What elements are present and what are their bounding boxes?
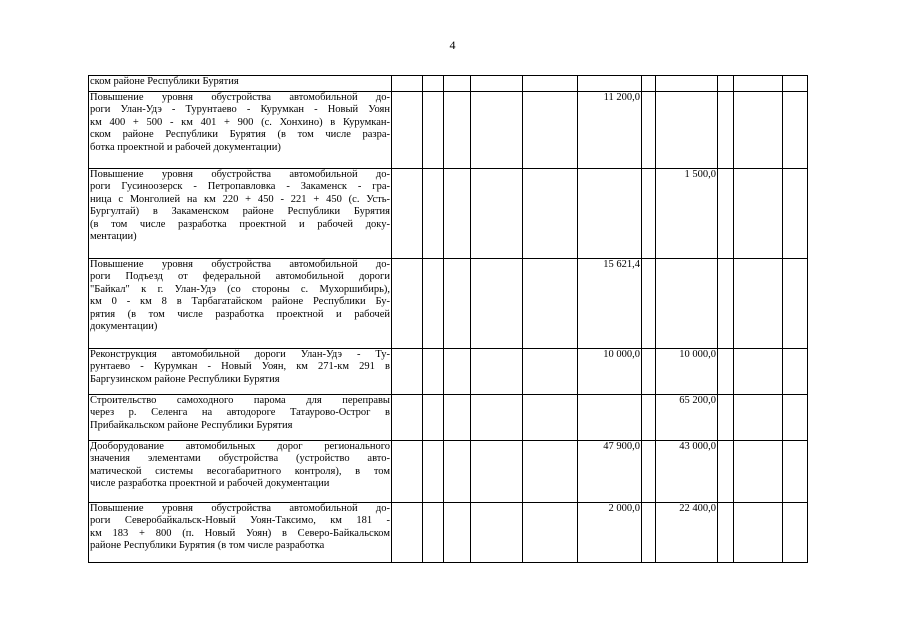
value-cell <box>718 169 734 259</box>
value-cell <box>734 503 783 563</box>
description-line: (в том числе разработка проектной и рабочей доку- <box>90 218 390 230</box>
value-cell <box>578 395 642 441</box>
value-cell <box>392 503 423 563</box>
description-line: км 183 + 800 (п. Новый Уоян) в Северо-Байкальском <box>90 527 390 539</box>
value-cell <box>471 503 523 563</box>
description-line: Баргузинском районе Республики Бурятия <box>90 373 280 385</box>
value-cell <box>656 76 718 92</box>
value-cell <box>444 395 471 441</box>
value-cell <box>642 76 656 92</box>
value-cell <box>718 76 734 92</box>
description-line: числе разработка проектной и рабочей документации <box>90 478 330 490</box>
row-description <box>89 259 392 349</box>
description-line: через р. Селенга на автодороге Татаурово-Острог в <box>90 407 390 419</box>
value-cell <box>642 441 656 503</box>
value-cell <box>523 395 578 441</box>
value-cell: 11 200,0 <box>578 92 642 169</box>
value-cell <box>471 76 523 92</box>
value-cell <box>718 259 734 349</box>
value-cell <box>523 441 578 503</box>
value-cell: 10 000,0 <box>656 349 718 395</box>
description-line: Реконструкция автомобильной дороги Улан-Удэ - Ту- <box>90 349 390 360</box>
description-line: ском районе Республики Бурятия (в том числе разра- <box>90 129 390 141</box>
value-cell <box>392 76 423 92</box>
value-cell <box>423 92 444 169</box>
value-cell <box>392 259 423 349</box>
row-description <box>89 92 392 169</box>
value-cell <box>578 169 642 259</box>
row-description <box>89 349 392 395</box>
value-cell <box>423 76 444 92</box>
value-cell <box>444 349 471 395</box>
table-row <box>89 76 808 92</box>
value-cell <box>734 259 783 349</box>
description-line: Повышение уровня обустройства автомобильной до- <box>90 503 390 514</box>
table-row <box>89 395 808 441</box>
value-cell: 10 000,0 <box>578 349 642 395</box>
description-line: Строительство самоходного парома для переправы <box>90 395 390 406</box>
value-cell: 43 000,0 <box>656 441 718 503</box>
row-description <box>89 76 392 92</box>
table-row <box>89 503 808 563</box>
value-cell <box>783 503 808 563</box>
value-cell <box>471 395 523 441</box>
value-cell <box>423 259 444 349</box>
row-description <box>89 169 392 259</box>
value-cell: 1 500,0 <box>656 169 718 259</box>
value-cell <box>783 259 808 349</box>
description-line: матической системы весогабаритного контроля), в том <box>90 465 390 477</box>
description-line: ботка проектной и рабочей документации) <box>90 141 281 153</box>
value-cell <box>523 76 578 92</box>
value-cell <box>642 259 656 349</box>
value-cell <box>656 259 718 349</box>
value-cell <box>718 441 734 503</box>
value-cell <box>444 441 471 503</box>
value-cell <box>423 395 444 441</box>
description-line: документации) <box>90 321 158 333</box>
description-line: ском районе Республики Бурятия <box>90 76 239 87</box>
value-cell <box>642 349 656 395</box>
table-row <box>89 259 808 349</box>
value-cell <box>423 503 444 563</box>
value-cell <box>444 169 471 259</box>
description-line: Повышение уровня обустройства автомобильной до- <box>90 169 390 180</box>
description-line: Повышение уровня обустройства автомобильной до- <box>90 259 390 270</box>
value-cell <box>783 441 808 503</box>
description-line: роги Гусиноозерск - Петропавловка - Закаменск - гра- <box>90 181 390 193</box>
value-cell <box>642 169 656 259</box>
table-body <box>89 76 808 563</box>
value-cell <box>642 92 656 169</box>
value-cell <box>734 76 783 92</box>
value-cell <box>523 349 578 395</box>
description-line: значения элементами обустройства (устройство авто- <box>90 453 390 465</box>
value-cell <box>656 92 718 169</box>
value-cell <box>718 92 734 169</box>
table-row <box>89 441 808 503</box>
value-cell <box>783 169 808 259</box>
value-cell <box>392 349 423 395</box>
value-cell <box>523 169 578 259</box>
description-line: роги Северобайкальск-Новый Уоян-Таксимо, км 181 - <box>90 515 390 527</box>
row-description <box>89 441 392 503</box>
value-cell <box>423 349 444 395</box>
description-line: "Байкал" к г. Улан-Удэ (со стороны с. Мухоршибирь), <box>90 283 390 295</box>
value-cell <box>471 349 523 395</box>
value-cell <box>423 441 444 503</box>
description-line: Дооборудование автомобильных дорог регионального <box>90 441 390 452</box>
description-line: км 0 - км 8 в Тарбагатайском районе Республики Бу- <box>90 296 390 308</box>
value-cell <box>783 92 808 169</box>
value-cell <box>392 169 423 259</box>
value-cell <box>718 349 734 395</box>
value-cell <box>444 259 471 349</box>
description-line: ментации) <box>90 231 137 243</box>
description-line: Прибайкальском районе Республики Бурятия <box>90 419 293 431</box>
page-number: 4 <box>449 38 456 52</box>
description-line: ница с Монголией на км 220 + 450 - 221 + 450 (с. Усть- <box>90 193 390 205</box>
row-description <box>89 503 392 563</box>
value-cell <box>471 441 523 503</box>
value-cell <box>471 169 523 259</box>
value-cell <box>642 503 656 563</box>
table-row <box>89 349 808 395</box>
table-row <box>89 169 808 259</box>
value-cell <box>642 395 656 441</box>
description-line: рятия (в том числе разработка проектной и рабочей <box>90 308 390 320</box>
description-line: рунтаево - Курумкан - Новый Уоян, км 271-км 291 в <box>90 361 390 373</box>
value-cell <box>783 349 808 395</box>
value-cell: 2 000,0 <box>578 503 642 563</box>
value-cell <box>392 395 423 441</box>
value-cell <box>718 395 734 441</box>
table-row <box>89 92 808 169</box>
value-cell <box>392 441 423 503</box>
value-cell <box>718 503 734 563</box>
value-cell <box>423 169 444 259</box>
description-line: Повышение уровня обустройства автомобильной до- <box>90 92 390 103</box>
value-cell <box>523 92 578 169</box>
value-cell <box>734 441 783 503</box>
value-cell <box>444 76 471 92</box>
description-line: км 400 + 500 - км 401 + 900 (с. Хонхино) в Курумкан- <box>90 116 390 128</box>
description-line: роги Подъезд от федеральной автомобильной дороги <box>90 271 390 283</box>
value-cell <box>444 92 471 169</box>
value-cell: 15 621,4 <box>578 259 642 349</box>
value-cell <box>734 169 783 259</box>
value-cell <box>471 259 523 349</box>
row-description <box>89 395 392 441</box>
value-cell: 47 900,0 <box>578 441 642 503</box>
value-cell <box>734 395 783 441</box>
description-line: роги Улан-Удэ - Турунтаево - Курумкан - Новый Уоян <box>90 104 390 116</box>
description-line: Бургултай) в Закаменском районе Республики Бурятия <box>90 206 390 218</box>
value-cell: 65 200,0 <box>656 395 718 441</box>
value-cell <box>444 503 471 563</box>
value-cell <box>523 259 578 349</box>
value-cell <box>578 76 642 92</box>
value-cell <box>783 395 808 441</box>
value-cell <box>783 76 808 92</box>
value-cell <box>734 349 783 395</box>
value-cell: 22 400,0 <box>656 503 718 563</box>
description-line: районе Республики Бурятия (в том числе разработка <box>90 540 325 552</box>
budget-table <box>88 75 808 563</box>
value-cell <box>471 92 523 169</box>
value-cell <box>523 503 578 563</box>
value-cell <box>392 92 423 169</box>
value-cell <box>734 92 783 169</box>
